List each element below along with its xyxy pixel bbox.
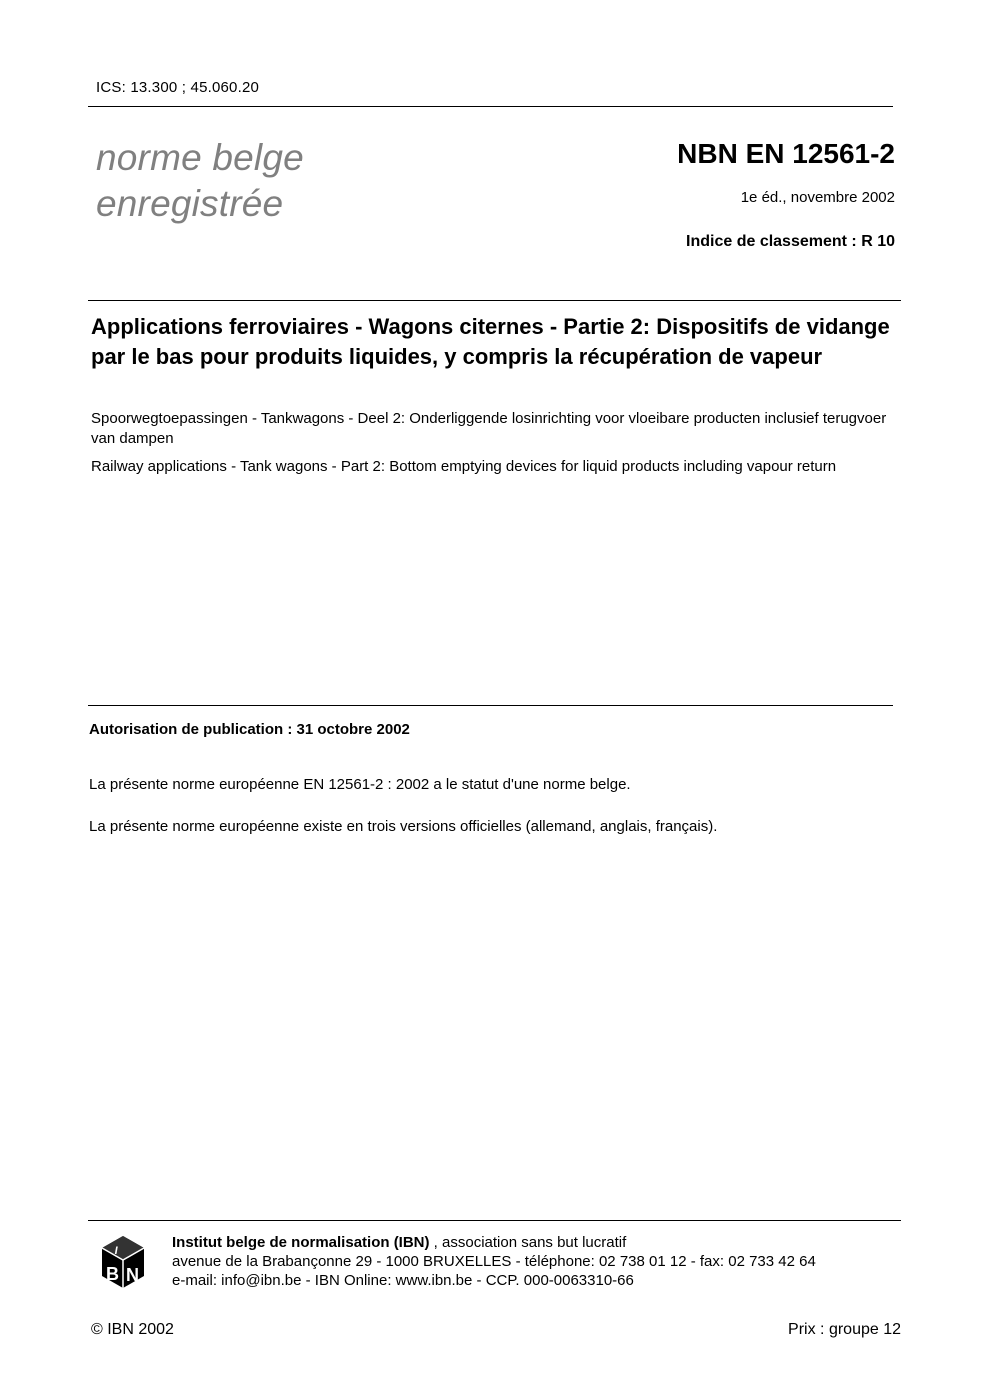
organization-line [172, 1233, 626, 1252]
title-dutch: Spoorwegtoepassingen - Tankwagons - Deel 2: Onderliggende losinrichting voor vloeibare producten inclusief terugvoer van dampen [91, 410, 887, 447]
ibn-logo-icon [96, 1232, 150, 1292]
header-divider [88, 106, 893, 107]
svg-text:N: N [126, 1265, 139, 1285]
body-divider [88, 705, 893, 706]
title-english: Railway applications - Tank wagons - Part 2: Bottom emptying devices for liquid products including vapour return [91, 458, 837, 475]
standard-number: NBN EN 12561-2 [677, 138, 895, 169]
organization-suffix: , association sans but lucratif [429, 1234, 627, 1251]
ics-code: ICS: 13.300 ; 45.060.20 [96, 79, 260, 96]
organization-name: Institut belge de normalisation (IBN) [172, 1234, 430, 1251]
edition-date: 1e éd., novembre 2002 [740, 189, 895, 206]
versions-statement: La présente norme européenne existe en trois versions officielles (allemand, anglais, français). [89, 818, 718, 835]
status-statement: La présente norme européenne EN 12561-2 : 2002 a le statut d'une norme belge. [89, 776, 631, 793]
price-group: Prix : groupe 12 [788, 1321, 901, 1338]
copyright: © IBN 2002 [91, 1321, 174, 1338]
publication-authorization: Autorisation de publication : 31 octobre 2002 [89, 721, 410, 738]
svg-text:B: B [106, 1264, 119, 1284]
title-french: Applications ferroviaires - Wagons citernes - Partie 2: Dispositifs de vidange par le bas pour produits liquides, y compris la récupération de vapeur [91, 314, 890, 369]
svg-text:I: I [113, 1245, 119, 1257]
footer-divider [88, 1220, 901, 1221]
title-divider [88, 300, 901, 301]
organization-contact: e-mail: info@ibn.be - IBN Online: www.ibn.be - CCP. 000-0063310-66 [172, 1272, 634, 1289]
classification-index: Indice de classement : R 10 [686, 233, 895, 250]
organization-address: avenue de la Brabançonne 29 - 1000 BRUXELLES - téléphone: 02 738 01 12 - fax: 02 733 42 64 [172, 1253, 816, 1270]
brand-line-1: norme belge [96, 137, 304, 178]
brand-line-2: enregistrée [96, 183, 284, 224]
